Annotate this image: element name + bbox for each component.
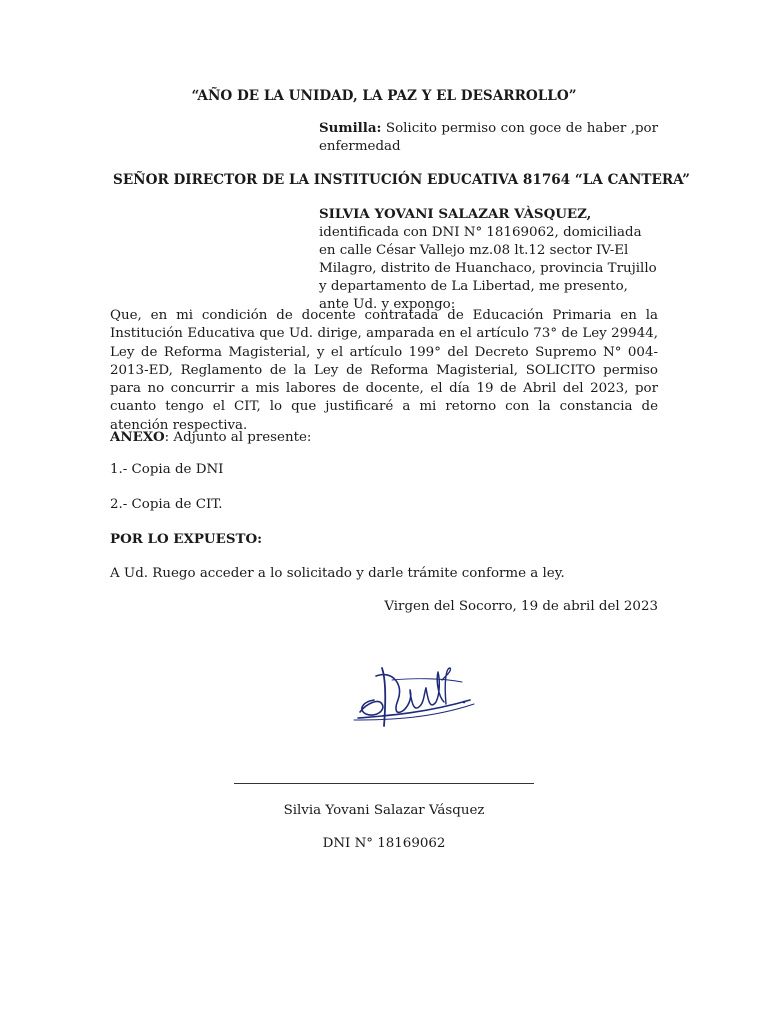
annex-label: ANEXO xyxy=(110,429,165,445)
signature-line xyxy=(234,783,534,784)
closing-request: A Ud. Ruego acceder a lo solicitado y darle trámite conforme a ley. xyxy=(110,566,565,581)
annex-text: : Adjunto al presente: xyxy=(164,430,312,445)
annex-item-cit: 2.- Copia de CIT. xyxy=(110,497,223,512)
addressee: SEÑOR DIRECTOR DE LA INSTITUCIÓN EDUCATIVA 81764 “LA CANTERA” xyxy=(113,172,690,188)
sumilla-block xyxy=(319,119,658,156)
handwritten-signature xyxy=(352,660,477,735)
sumilla-text: Solicito permiso con goce de haber ,por enfermedad xyxy=(319,121,658,154)
place-and-date: Virgen del Socorro, 19 de abril del 2023 xyxy=(384,599,658,614)
identity-name: SILVIA YOVANI SALAZAR VÀSQUEZ, xyxy=(319,206,592,222)
signer-name: Silvia Yovani Salazar Vásquez xyxy=(283,803,485,818)
por-lo-expuesto: POR LO EXPUESTO: xyxy=(110,531,263,547)
annex-item-dni: 1.- Copia de DNI xyxy=(110,462,224,477)
document-title: “AÑO DE LA UNIDAD, LA PAZ Y EL DESARROLLO” xyxy=(191,88,577,104)
request-paragraph: Que, en mi condición de docente contratada de Educación Primaria en la Institución Educativa que Ud. dirige, amparada en el artículo 73° de Ley 29944, Ley de Reforma Magisterial, y el artículo 199° del Decreto Supremo N° 004-2013-ED, Reglamento de la Ley de Reforma Magisterial, SOLICITO permiso para no concurrir a mis labores de docente, el día 19 de Abril del 2023, por cuanto tengo el CIT, lo que justificaré a mi retorno con la constancia de atención respectiva. xyxy=(110,308,658,433)
identity-block xyxy=(319,205,658,314)
identity-text: identificada con DNI N° 18169062, domiciliada en calle César Vallejo mz.08 lt.12 sector IV-El Milagro, distrito de Huanchaco, provincia Trujillo y departamento de La Libertad, me presento, ante Ud. y expongo: xyxy=(319,225,657,312)
sumilla-label: Sumilla: xyxy=(319,120,382,136)
signer-dni: DNI N° 18169062 xyxy=(322,836,446,851)
annex-heading xyxy=(110,428,311,447)
